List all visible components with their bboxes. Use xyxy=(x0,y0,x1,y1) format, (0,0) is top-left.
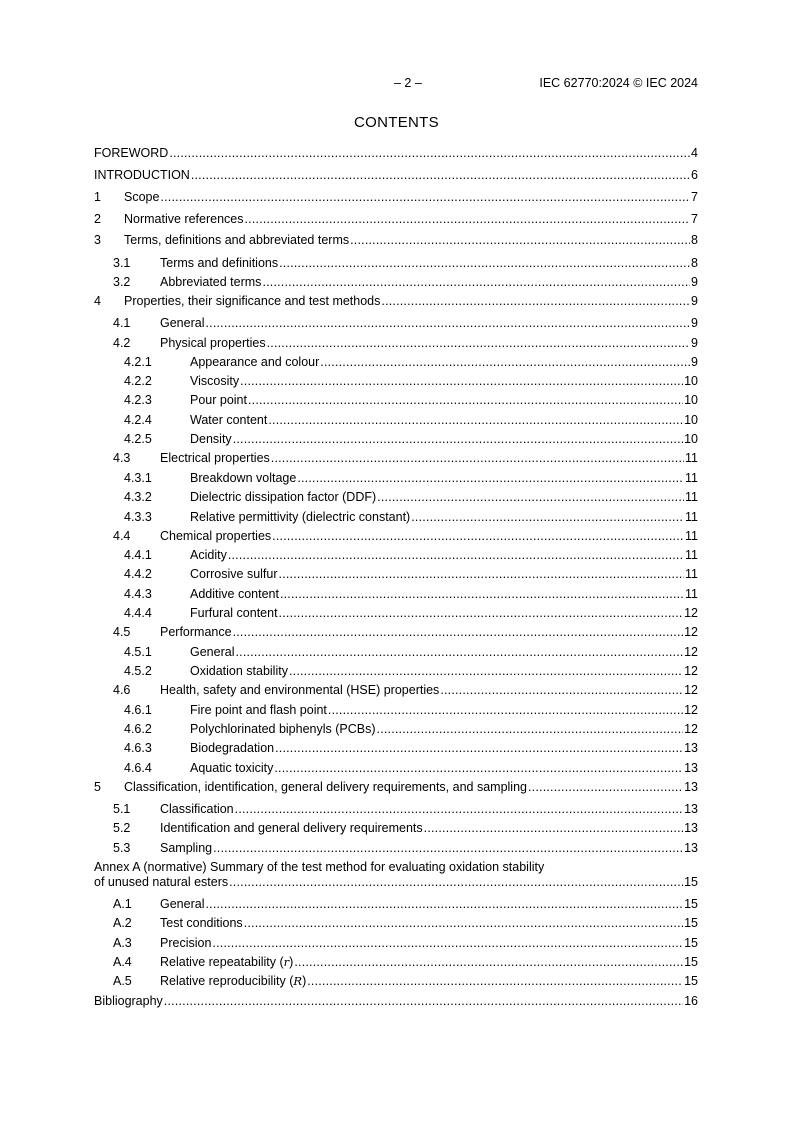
toc-entry-page: 6 xyxy=(691,168,698,182)
toc-entry[interactable] xyxy=(94,146,698,161)
toc-entry[interactable] xyxy=(94,821,698,836)
contents-title: CONTENTS xyxy=(354,114,439,131)
annex-entry-page: 15 xyxy=(684,955,698,969)
toc-entry-title: Classification xyxy=(160,802,234,816)
toc-entry-page: 12 xyxy=(684,722,698,736)
toc-entry-page: 10 xyxy=(684,393,698,407)
toc-entry-title: Classification, identification, general delivery requirements, and sampling xyxy=(124,780,527,794)
toc-entry-title: Physical properties xyxy=(160,336,266,350)
toc-entry-number: 5 xyxy=(94,780,101,794)
toc-entry-title: Health, safety and environmental (HSE) properties xyxy=(160,683,440,697)
toc-entry[interactable] xyxy=(94,510,698,525)
toc-entry[interactable] xyxy=(94,548,698,563)
toc-entry-title: Sampling xyxy=(160,841,213,855)
annex-entry-number: A.3 xyxy=(113,936,132,950)
toc-entry-number: 4.2.4 xyxy=(124,413,152,427)
toc-entry-title: Terms and definitions xyxy=(160,256,279,270)
dot-leader xyxy=(274,761,683,776)
toc-entry-page: 11 xyxy=(685,548,698,562)
toc-entry-title: Normative references xyxy=(124,212,244,226)
annex-entry-page: 15 xyxy=(684,974,698,988)
bibliography-title: Bibliography xyxy=(94,994,163,1008)
toc-entry[interactable] xyxy=(94,802,698,817)
toc-entry-page: 13 xyxy=(684,741,698,755)
dot-leader xyxy=(235,802,683,817)
toc-entry-page: 12 xyxy=(684,606,698,620)
toc-entry-number: 4.3.2 xyxy=(124,490,152,504)
toc-entry-title: Corrosive sulfur xyxy=(190,567,278,581)
dot-leader xyxy=(228,548,684,563)
toc-entry-page: 13 xyxy=(684,821,698,835)
toc-entry-title: Oxidation stability xyxy=(190,664,288,678)
toc-entry-page: 12 xyxy=(684,683,698,697)
toc-entry[interactable] xyxy=(94,451,698,466)
annex-entry-title-text: Relative repeatability ( xyxy=(160,955,284,969)
toc-entry-number: 4.3 xyxy=(113,451,131,465)
toc-entry[interactable] xyxy=(94,212,698,227)
toc-entry-page: 10 xyxy=(684,432,698,446)
toc-entry-title: Density xyxy=(190,432,232,446)
dot-leader xyxy=(169,146,690,161)
toc-entry[interactable] xyxy=(94,703,698,718)
toc-entry-number: 5.1 xyxy=(113,802,131,816)
toc-entry-number: 5.3 xyxy=(113,841,131,855)
toc-entry-page: 12 xyxy=(684,645,698,659)
toc-entry-page: 12 xyxy=(684,625,698,639)
dot-leader xyxy=(205,897,683,912)
toc-entry-number: 4.3.3 xyxy=(124,510,152,524)
toc-entry[interactable] xyxy=(94,168,698,183)
annex-entry-title-end: ) xyxy=(289,955,294,969)
document-id: IEC 62770:2024 © IEC 2024 xyxy=(539,76,698,90)
toc-entry[interactable] xyxy=(94,190,698,205)
annex-entry-number: A.4 xyxy=(113,955,132,969)
dot-leader xyxy=(229,875,683,890)
toc-entry-page: 9 xyxy=(691,316,698,330)
dot-leader xyxy=(528,780,683,795)
annex-entry-title-end: ) xyxy=(302,974,307,988)
toc-entry-number: 4.6.3 xyxy=(124,741,152,755)
toc-entry-title: Dielectric dissipation factor (DDF) xyxy=(190,490,377,504)
toc-entry-title: INTRODUCTION xyxy=(94,168,190,182)
dot-leader xyxy=(350,233,690,248)
toc-entry[interactable] xyxy=(94,374,698,389)
annex-entry-title xyxy=(160,955,293,970)
toc-entry[interactable] xyxy=(94,761,698,776)
toc-entry-page: 11 xyxy=(685,587,698,601)
dot-leader xyxy=(245,212,691,227)
toc-entry-title: Scope xyxy=(124,190,160,204)
toc-entry-number: 4.5.1 xyxy=(124,645,152,659)
dot-leader xyxy=(160,190,690,205)
toc-entry-page: 11 xyxy=(685,567,698,581)
annex-entry[interactable] xyxy=(94,897,698,912)
dot-leader xyxy=(424,821,683,836)
toc-entry[interactable] xyxy=(94,233,698,248)
dot-leader xyxy=(212,936,683,951)
toc-entry[interactable] xyxy=(94,529,698,544)
dot-leader xyxy=(279,606,684,621)
toc-entry-page: 12 xyxy=(684,664,698,678)
toc-entry-page: 10 xyxy=(684,374,698,388)
dot-leader xyxy=(235,645,683,660)
annex-entry-page: 15 xyxy=(684,916,698,930)
dot-leader xyxy=(233,432,683,447)
toc-entry-title: Identification and general delivery requirements xyxy=(160,821,423,835)
annex-entry-title xyxy=(160,897,204,912)
dot-leader xyxy=(191,168,690,183)
toc-entry-title: Polychlorinated biphenyls (PCBs) xyxy=(190,722,376,736)
math-symbol: r xyxy=(283,955,290,969)
toc-entry-number: 4.6.2 xyxy=(124,722,152,736)
dot-leader xyxy=(233,625,684,640)
dot-leader xyxy=(440,683,683,698)
toc-entry-page: 10 xyxy=(684,413,698,427)
toc-entry-number: 4.4 xyxy=(113,529,131,543)
toc-entry-number: 1 xyxy=(94,190,101,204)
toc-entry-page: 7 xyxy=(691,212,698,226)
toc-entry-title: Biodegradation xyxy=(190,741,275,755)
annex-entry-title-text: Test conditions xyxy=(160,916,243,930)
dot-leader xyxy=(267,336,690,351)
toc-entry-page: 11 xyxy=(685,510,698,524)
annex-entry-page: 15 xyxy=(684,936,698,950)
toc-entry-number: 4.2.5 xyxy=(124,432,152,446)
dot-leader xyxy=(275,741,683,756)
toc-entry-page: 9 xyxy=(691,336,698,350)
toc-entry[interactable] xyxy=(94,471,698,486)
annex-entry-number: A.1 xyxy=(113,897,132,911)
toc-entry[interactable] xyxy=(94,664,698,679)
toc-entry[interactable] xyxy=(94,645,698,660)
toc-entry[interactable] xyxy=(94,606,698,621)
toc-entry[interactable] xyxy=(94,275,698,290)
toc-entry[interactable] xyxy=(94,780,698,795)
toc-entry-page: 9 xyxy=(691,355,698,369)
toc-entry[interactable] xyxy=(94,355,698,370)
toc-entry-page: 13 xyxy=(684,780,698,794)
annex-title-text: of unused natural esters xyxy=(94,875,229,889)
dot-leader xyxy=(280,587,684,602)
toc-entry-page: 13 xyxy=(684,841,698,855)
toc-entry-title: Appearance and colour xyxy=(190,355,320,369)
annex-entry[interactable] xyxy=(94,936,698,951)
toc-entry-title: General xyxy=(160,316,205,330)
toc-entry-page: 11 xyxy=(685,471,698,485)
annex-entry-title-text: Relative reproducibility ( xyxy=(160,974,294,988)
toc-entry-title: Aquatic toxicity xyxy=(190,761,274,775)
dot-leader xyxy=(297,471,684,486)
toc-entry-title: Properties, their significance and test methods xyxy=(124,294,381,308)
toc-entry-number: 4.5.2 xyxy=(124,664,152,678)
toc-entry[interactable] xyxy=(94,683,698,698)
toc-entry-number: 4.4.4 xyxy=(124,606,152,620)
toc-entry-number: 4.6.1 xyxy=(124,703,152,717)
bibliography-entry[interactable] xyxy=(94,994,698,1009)
toc-entry-title: Terms, definitions and abbreviated terms xyxy=(124,233,350,247)
toc-entry-number: 3.1 xyxy=(113,256,131,270)
toc-entry-number: 4.2.2 xyxy=(124,374,152,388)
toc-entry[interactable] xyxy=(94,490,698,505)
toc-entry[interactable] xyxy=(94,432,698,447)
toc-entry[interactable] xyxy=(94,336,698,351)
toc-entry-title: Chemical properties xyxy=(160,529,272,543)
toc-entry-page: 9 xyxy=(691,275,698,289)
toc-entry-number: 3 xyxy=(94,233,101,247)
dot-leader xyxy=(268,413,683,428)
toc-entry[interactable] xyxy=(94,567,698,582)
toc-entry-title: Water content xyxy=(190,413,268,427)
annex-page: 15 xyxy=(684,875,698,889)
toc-entry[interactable] xyxy=(94,625,698,640)
toc-entry[interactable] xyxy=(94,587,698,602)
annex-entry-title-text: General xyxy=(160,897,205,911)
toc-entry-number: 4.2.1 xyxy=(124,355,152,369)
toc-entry-number: 4.5 xyxy=(113,625,131,639)
annex-entry-title xyxy=(160,916,243,931)
dot-leader xyxy=(244,916,683,931)
annex-title-line1[interactable]: Annex A (normative) Summary of the test method for evaluating oxidation stability xyxy=(94,860,545,874)
annex-entry[interactable] xyxy=(94,974,698,989)
toc-entry-page: 9 xyxy=(691,294,698,308)
toc-entry[interactable] xyxy=(94,722,698,737)
toc-entry-page: 7 xyxy=(691,190,698,204)
dot-leader xyxy=(240,374,683,389)
toc-entry-title: Additive content xyxy=(190,587,279,601)
annex-entry-title-text: Precision xyxy=(160,936,212,950)
toc-entry-number: 4.3.1 xyxy=(124,471,152,485)
toc-entry-page: 13 xyxy=(684,802,698,816)
toc-entry[interactable] xyxy=(94,256,698,271)
toc-entry-page: 4 xyxy=(691,146,698,160)
toc-entry[interactable] xyxy=(94,741,698,756)
toc-entry-page: 8 xyxy=(691,256,698,270)
annex-entry-page: 15 xyxy=(684,897,698,911)
toc-entry-number: 4.4.3 xyxy=(124,587,152,601)
toc-entry-page: 13 xyxy=(684,761,698,775)
toc-entry-page: 12 xyxy=(684,703,698,717)
toc-entry-number: 4.2.3 xyxy=(124,393,152,407)
annex-entry-title xyxy=(160,936,211,951)
dot-leader xyxy=(272,529,684,544)
toc-entry-number: 4.6 xyxy=(113,683,131,697)
dot-leader xyxy=(377,490,684,505)
toc-entry-title: Viscosity xyxy=(190,374,240,388)
math-symbol: R xyxy=(293,974,303,988)
toc-entry-number: 4.2 xyxy=(113,336,131,350)
toc-entry[interactable] xyxy=(94,294,698,309)
dot-leader xyxy=(289,664,683,679)
annex-entry-title xyxy=(160,974,306,989)
toc-entry[interactable] xyxy=(94,316,698,331)
toc-entry-title: General xyxy=(190,645,235,659)
toc-entry-title: Relative permittivity (dielectric constant) xyxy=(190,510,411,524)
toc-entry-title: Performance xyxy=(160,625,232,639)
toc-entry-number: 4.6.4 xyxy=(124,761,152,775)
toc-entry-number: 5.2 xyxy=(113,821,131,835)
toc-entry-page: 11 xyxy=(685,451,698,465)
dot-leader xyxy=(307,974,683,989)
toc-entry-title: FOREWORD xyxy=(94,146,169,160)
dot-leader xyxy=(213,841,683,856)
annex-entry[interactable] xyxy=(94,955,698,970)
dot-leader xyxy=(271,451,684,466)
dot-leader xyxy=(262,275,690,290)
toc-entry-title: Abbreviated terms xyxy=(160,275,262,289)
annex-title-line2[interactable] xyxy=(94,875,698,890)
annex-entry-number: A.2 xyxy=(113,916,132,930)
toc-entry-number: 4 xyxy=(94,294,101,308)
toc-entry-title: Electrical properties xyxy=(160,451,270,465)
dot-leader xyxy=(164,994,683,1009)
dot-leader xyxy=(248,393,683,408)
toc-entry-title: Pour point xyxy=(190,393,247,407)
toc-entry-page: 11 xyxy=(685,529,698,543)
toc-entry-number: 2 xyxy=(94,212,101,226)
toc-entry-title: Breakdown voltage xyxy=(190,471,297,485)
toc-entry[interactable] xyxy=(94,841,698,856)
dot-leader xyxy=(377,722,684,737)
page-header xyxy=(94,76,698,92)
toc-entry-title: Acidity xyxy=(190,548,227,562)
toc-entry-title: Fire point and flash point xyxy=(190,703,327,717)
toc-entry-number: 3.2 xyxy=(113,275,131,289)
dot-leader xyxy=(328,703,683,718)
annex-entry[interactable] xyxy=(94,916,698,931)
toc-entry-number: 4.4.1 xyxy=(124,548,152,562)
dot-leader xyxy=(381,294,690,309)
annex-entry-number: A.5 xyxy=(113,974,132,988)
toc-entry-page: 8 xyxy=(691,233,698,247)
page-number: – 2 – xyxy=(394,76,422,90)
dot-leader xyxy=(279,256,690,271)
toc-entry-title: Furfural content xyxy=(190,606,278,620)
dot-leader xyxy=(205,316,690,331)
toc-entry-page: 11 xyxy=(685,490,698,504)
dot-leader xyxy=(320,355,690,370)
toc-entry-number: 4.4.2 xyxy=(124,567,152,581)
dot-leader xyxy=(411,510,684,525)
toc-entry[interactable] xyxy=(94,413,698,428)
dot-leader xyxy=(294,955,683,970)
toc-entry-number: 4.1 xyxy=(113,316,131,330)
bibliography-page: 16 xyxy=(684,994,698,1008)
dot-leader xyxy=(279,567,684,582)
toc-entry[interactable] xyxy=(94,393,698,408)
